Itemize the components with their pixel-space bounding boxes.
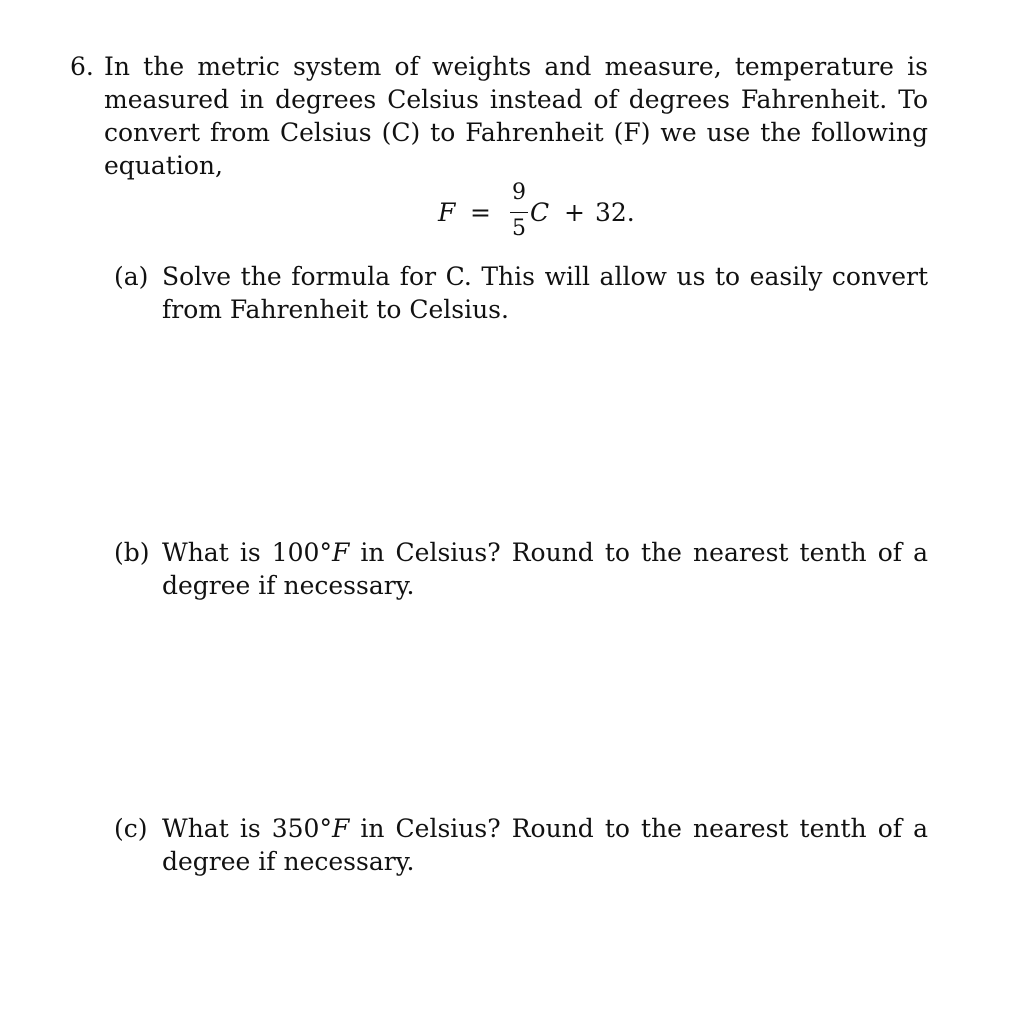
question-lead: What is 350° bbox=[162, 814, 332, 843]
question-lead: What is 100° bbox=[162, 538, 332, 567]
problem-number: 6. bbox=[70, 52, 94, 81]
equation-lhs: F bbox=[438, 198, 456, 227]
question-unit-variable: F bbox=[331, 538, 350, 567]
subpart-question bbox=[162, 812, 928, 878]
subpart-question: Solve the formula for C. This will allow us to easily convert from Fahrenheit to Celsius. bbox=[162, 262, 928, 324]
problem-statement: In the metric system of weights and measure, temperature is measured in degrees Celsius instead of degrees Fahrenheit. To convert from Celsius (C) to Fahrenheit (F) we use the following equation, bbox=[104, 52, 928, 180]
question-unit-variable: F bbox=[331, 814, 350, 843]
equation-variable: C bbox=[530, 198, 550, 227]
equation-plus: + bbox=[564, 198, 585, 227]
subpart-label: (a) bbox=[114, 262, 149, 291]
fraction-numerator: 9 bbox=[512, 180, 526, 205]
equation-constant: 32. bbox=[595, 198, 635, 227]
equation-equals: = bbox=[470, 198, 491, 227]
question-rest: in Celsius? Round to the nearest tenth of a degree if necessary. bbox=[162, 538, 929, 600]
subpart-label: (c) bbox=[114, 814, 148, 843]
fraction-denominator: 5 bbox=[512, 216, 526, 241]
question-rest: in Celsius? Round to the nearest tenth of a degree if necessary. bbox=[162, 814, 929, 876]
equation-fraction bbox=[509, 182, 529, 242]
subpart-question bbox=[162, 536, 928, 602]
subpart-label: (b) bbox=[114, 538, 150, 567]
fraction-bar bbox=[510, 212, 528, 213]
